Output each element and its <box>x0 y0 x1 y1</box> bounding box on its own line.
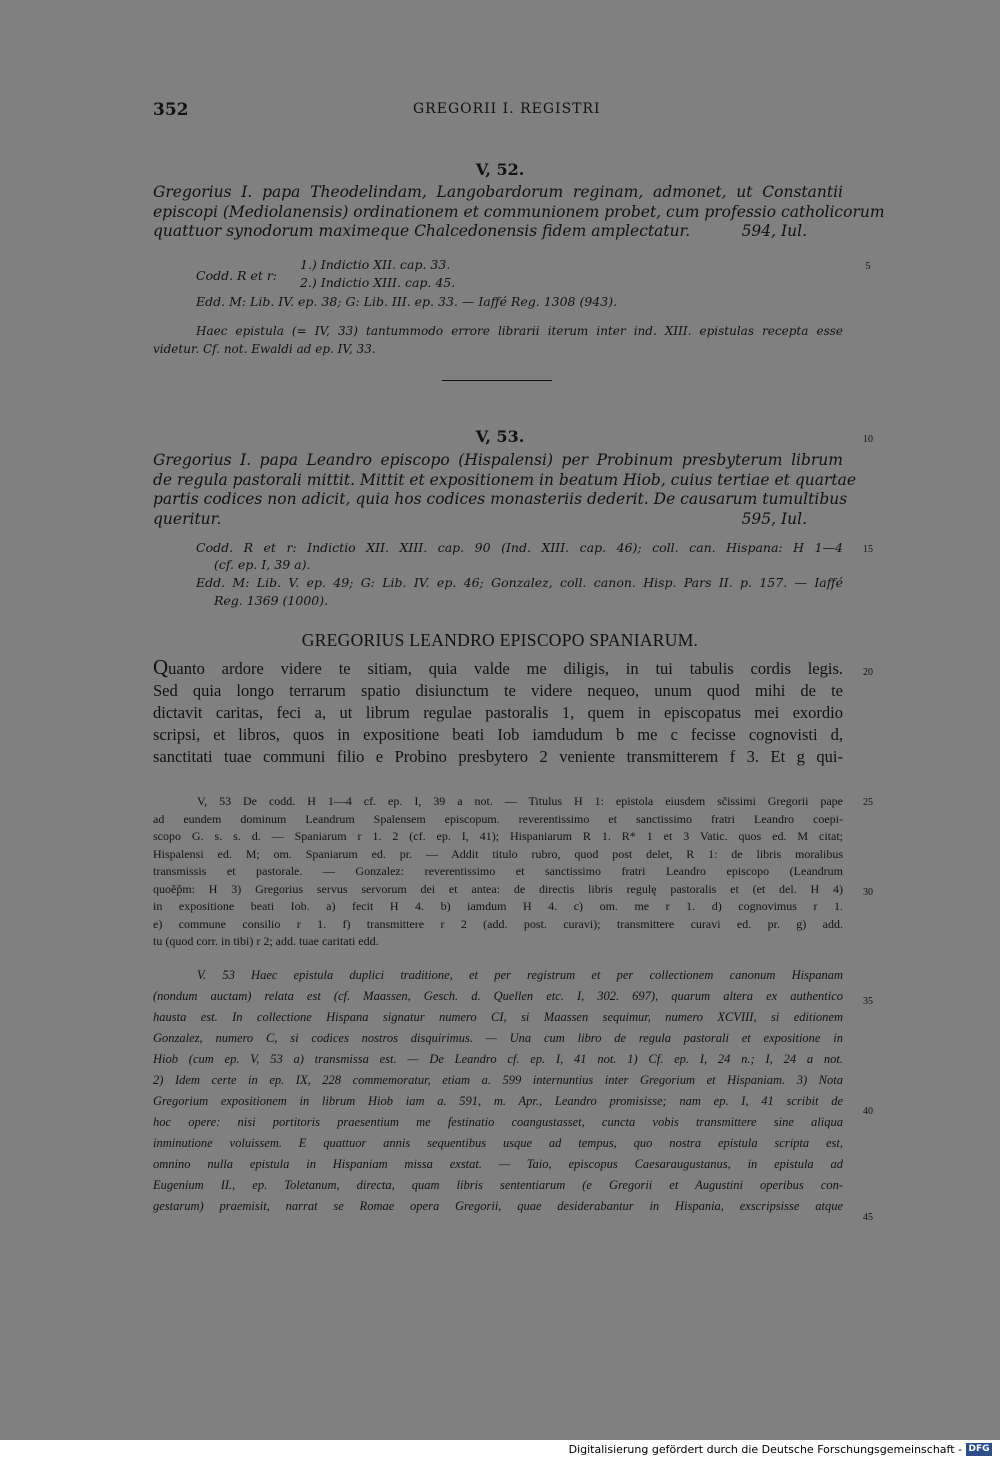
apparatus-line: scopo G. s. s. d. — Spaniarum r 1. 2 (cf. ep. I, 41); Hispaniarum R 1. R* 1 et 3 Vatic. quos ed. M citat; <box>153 829 843 843</box>
summary-line: partis codices non adicit, quia hos codices monasteriis dederit. De causarum tumultibus <box>153 490 848 508</box>
line-number: 20 <box>863 667 873 678</box>
note-line: omnino nulla epistula in Hispaniam missa exstat. — Taio, episcopus Caesaraugustanus, in epistula ad <box>153 1157 843 1171</box>
summary-text: queritur. <box>153 509 222 528</box>
apparatus-line: quoẽp̃m: H 3) Gregorius servus servorum dei et antea: de directis libris regulę pastoralis et (et del. H 4) <box>153 881 843 896</box>
note-line: inminutione voluissem. E quattuor annis sequentibus usque ad tempus, quo nostra epistula scripta est, <box>153 1136 843 1150</box>
summary-line: de regula pastorali mittit. Mittit et expositionem in beatum Hiob, cuius tertiae et quartae <box>153 470 857 489</box>
letter-body <box>153 656 843 768</box>
funding-notice: Digitalisierung gefördert durch die Deutsche Forschungsgemeinschaft - <box>568 1443 962 1456</box>
divider <box>442 380 552 381</box>
body-line: scripsi, et libros, quos in expositione beati Iob iamdudum b me c fecisse cognovisti d, <box>153 725 843 744</box>
editions: Reg. 1369 (1000). <box>214 593 329 608</box>
letter-53-summary <box>153 451 857 529</box>
codd-entry: 2.) Indictio XIII. cap. 45. <box>300 275 456 290</box>
apparatus-critical <box>153 793 843 951</box>
apparatus-line: V, 53 De codd. H 1—4 cf. ep. I, 39 a not. — Titulus H 1: epistola eiusdem sc̃issimi Gregorii pape <box>197 794 843 808</box>
letter-52-summary <box>153 183 885 242</box>
note-line: V. 53 Haec epistula duplici traditione, et per registrum et per collectionem canonum Hispanam <box>197 968 843 982</box>
line-number: 40 <box>863 1106 873 1117</box>
note-line: gestarum) praemisit, narrat se Romae opera Gregorii, quae desiderabantur in Hispania, exscripsisse atque <box>153 1199 843 1213</box>
apparatus-line: in expositione beati Iob. a) fecit H 4. b) iamdum H 4. c) om. me r 1. d) cognovimus r 1. <box>153 899 843 913</box>
note-line: hoc opere: nisi portitoris praesentium me festinatio coangustasset, cuncta vobis transmittere sine aliqua <box>153 1115 843 1129</box>
codd-entry: (cf. ep. I, 39 a). <box>214 557 311 572</box>
body-line: Quanto ardore videre te sitiam, quia valde me diligis, in tui tabulis cordis legis. <box>153 655 843 679</box>
apparatus-line: transmissis et pastorale. — Gonzalez: reverentissimo et sanctissimo fratri Leandro episcopo (Leandrum <box>153 864 843 878</box>
summary-last-line <box>153 510 843 530</box>
note-line: Hiob (cum ep. V, 53 a) transmissa est. — De Leandro cf. ep. I, 41 not. 1) Cf. ep. I, 24 n.; I, 24 a not. <box>153 1052 843 1066</box>
line-number: 30 <box>863 887 873 898</box>
note-line: Eugenium II., ep. Toletanum, directa, quam libris sententiarum (e Gregorii et Augustini operibus con- <box>153 1178 843 1192</box>
body-line: sanctitati tuae communi filio e Probino presbytero 2 veniente transmitterem f 3. Et g qui- <box>153 747 843 766</box>
line-number: 15 <box>863 544 873 555</box>
page-number: 352 <box>153 100 189 120</box>
footer-bar <box>0 1440 1000 1460</box>
apparatus-line: ad eundem dominum Leandrum Spalensem episcopum. reverentissimo et sanctissimo fratri Leandro coepi- <box>153 811 843 826</box>
note-line: (nondum auctam) relata est (cf. Maassen, Gesch. d. Quellen etc. I, 302. 697), quarum altera ex authentico <box>153 989 843 1003</box>
apparatus-line: e) commune consilio r 1. f) transmittere r 2 (add. post. curavi); transmittere curavi ed. pr. g) add. <box>153 916 843 931</box>
codd-label: Codd. R et r: <box>196 268 278 283</box>
codd-entry: Codd. R et r: Indictio XII. XIII. cap. 90 (Ind. XIII. cap. 46); coll. can. Hispana: H 1—4 <box>196 540 843 555</box>
letter-52-note: Haec epistula (= IV, 33) tantummodo errore librarii iterum inter ind. XIII. epistulas recepta esse <box>196 324 843 338</box>
note-line: Gregorium expositionem in librum Hiob iam a. 591, m. Apr., Leandro promisisse; nam ep. I, 41 scribit de <box>153 1094 843 1108</box>
line-number: 25 <box>863 797 873 808</box>
summary-line: episcopi (Mediolanensis) ordinationem et communionem probet, cum professio catholicorum <box>153 202 885 221</box>
summary-last-line <box>153 222 843 242</box>
letter-52-note: videtur. Cf. not. Ewaldi ad ep. IV, 33. <box>153 342 376 356</box>
letter-date: 594, Iul. <box>741 222 807 240</box>
letter-53-title: V, 53. <box>475 427 525 446</box>
note-line: hausta est. In collectione Hispana signatur numero CI, si Maassen sequimur, numero XCVIII, si editionem <box>153 1010 843 1024</box>
apparatus-line: Hispalensi ed. M; om. Spaniarum ed. pr. — Addit titulo rubro, quod post delet, R 1: de libris moralibus <box>153 846 843 861</box>
apparatus-line: tu (quod corr. in tibi) r 2; add. tuae caritati edd. <box>153 934 379 948</box>
line-number: 35 <box>863 996 873 1007</box>
summary-line: Gregorius I. papa Leandro episcopo (Hispalensi) per Probinum presbyterum librum <box>153 451 843 469</box>
dfg-logo: DFG <box>966 1443 992 1456</box>
summary-text: quattuor synodorum maximeque Chalcedonensis fidem amplectatur. <box>153 222 691 240</box>
codd-entry: 1.) Indictio XII. cap. 33. <box>300 257 451 272</box>
line-number: 10 <box>863 434 873 445</box>
body-line: dictavit caritas, feci a, ut librum regulae pastoralis 1, quem in episcopatus mei exordio <box>153 703 843 722</box>
summary-line: Gregorius I. papa Theodelindam, Langobardorum reginam, admonet, ut Constantii <box>153 183 843 201</box>
line-number: 5 <box>865 261 871 272</box>
note-line: Gonzalez, numero C, si codices nostros disquirimus. — Una cum libro de regula pastorali et expositione in <box>153 1031 843 1045</box>
editions: Edd. M: Lib. V. ep. 49; G: Lib. IV. ep. 46; Gonzalez, coll. canon. Hisp. Pars II. p. 157. — Iaffé <box>196 575 843 590</box>
letter-heading: GREGORIUS LEANDRO EPISCOPO SPANIARUM. <box>301 630 699 650</box>
editions: Edd. M: Lib. IV. ep. 38; G: Lib. III. ep. 33. — Iaffé Reg. 1308 (943). <box>196 294 618 309</box>
letter-date: 595, Iul. <box>741 509 807 528</box>
note-line: 2) Idem certe in ep. IX, 228 commemoratur, etiam a. 599 internuntius inter Gregorium et Hispaniam. 3) Nota <box>153 1073 843 1087</box>
letter-52-title: V, 52. <box>475 160 525 179</box>
line-number: 45 <box>863 1212 873 1223</box>
running-title: GREGORII I. REGISTRI <box>413 101 601 117</box>
dropcap: Q <box>153 655 169 679</box>
body-line: Sed quia longo terrarum spatio disiunctum te videre nequeo, unum quod mihi de te <box>153 681 843 700</box>
apparatus-historical <box>153 965 843 1217</box>
